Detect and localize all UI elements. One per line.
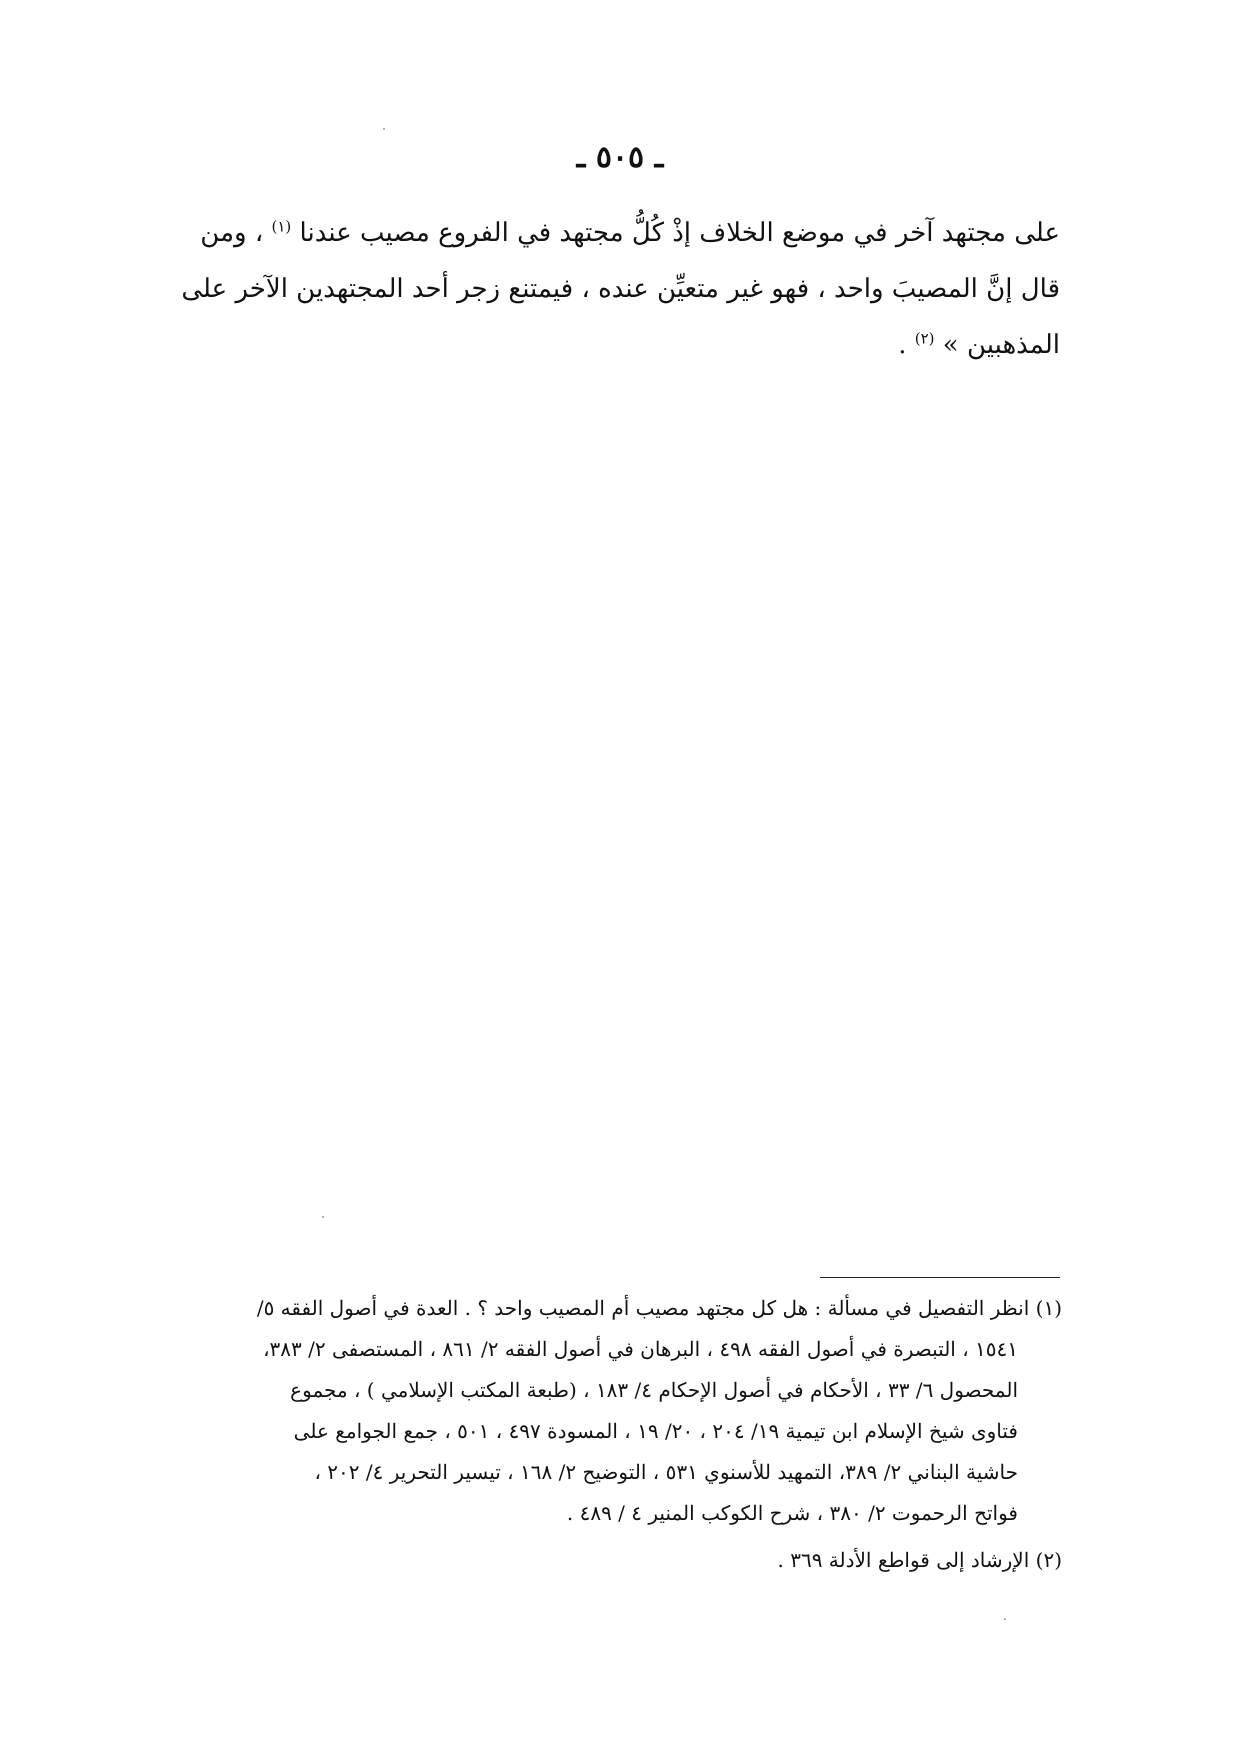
page-number: ـ ٥٠٥ ـ [576, 140, 664, 175]
footnote-1-line: حاشية البناني ٢/ ٣٨٩، التمهيد للأسنوي ٥٣١ ، التوضيح ٢/ ١٦٨ ، تيسير التحرير ٤/ ٢٠٢ ، [314, 1460, 1018, 1484]
footnote-1 [172, 1288, 1062, 1534]
footnote-reference-2[interactable]: (٢) [914, 329, 935, 348]
footnotes-section [172, 1288, 1062, 1581]
main-text-line-1 [180, 205, 1060, 261]
main-text-line-3-content: المذهبين » [942, 330, 1060, 360]
footnote-separator [820, 1277, 1060, 1278]
main-text-line-3-tail: . [898, 330, 907, 360]
footnote-reference-1[interactable]: (١) [271, 217, 292, 236]
footnote-1-line: ١٥٤١ ، التبصرة في أصول الفقه ٤٩٨ ، البرهان في أصول الفقه ٢/ ٨٦١ ، المستصفى ٢/ ٣٨٣، [263, 1337, 1018, 1361]
scan-speck [1004, 1618, 1006, 1620]
main-text-line-1-tail: ، ومن [200, 218, 264, 248]
footnote-1-line: (١) انظر التفصيل في مسألة : هل كل مجتهد مصيب أم المصيب واحد ؟ . العدة في أصول الفقه ٥/ [256, 1296, 1062, 1320]
main-text-line-2: قال إنَّ المصيبَ واحد ، فهو غير متعيِّن عنده ، فيمتنع زجر أحد المجتهدين الآخر على [181, 274, 1060, 304]
scan-speck [322, 1216, 324, 1218]
footnote-1-line: المحصول ٦/ ٣٣ ، الأحكام في أصول الإحكام ٤/ ١٨٣ ، (طبعة المكتب الإسلامي ) ، مجموع [290, 1378, 1018, 1402]
footnote-1-line: فواتح الرحموت ٢/ ٣٨٠ ، شرح الكوكب المنير ٤ / ٤٨٩ . [566, 1501, 1018, 1525]
scan-speck [383, 128, 385, 130]
main-text-line-3 [180, 317, 1060, 373]
footnote-2 [172, 1540, 1062, 1581]
footnote-1-line: فتاوى شيخ الإسلام ابن تيمية ١٩/ ٢٠٤ ، ٢٠/ ١٩ ، المسودة ٤٩٧ ، ٥٠١ ، جمع الجوامع على [293, 1419, 1018, 1443]
main-text-body [180, 205, 1060, 373]
footnote-2-line: (٢) الإرشاد إلى قواطع الأدلة ٣٦٩ . [777, 1548, 1062, 1572]
main-text-line-1-content: على مجتهد آخر في موضع الخلاف إذْ كُلُّ مجتهد في الفروع مصيب عندنا [299, 218, 1060, 248]
